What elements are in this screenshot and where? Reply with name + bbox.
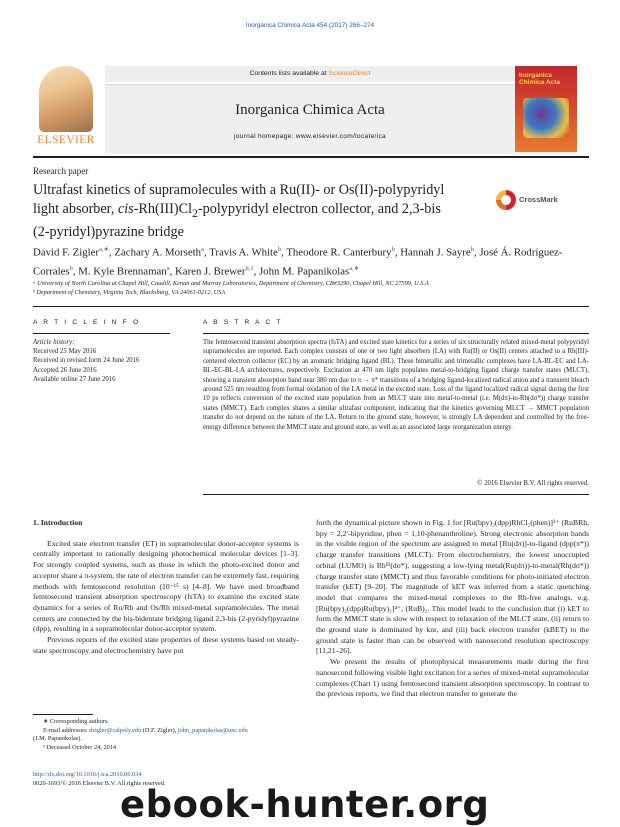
footnote-divider — [33, 714, 93, 715]
author-list: David F. Zigler$^{a,∗}$, Zachary A. Morseth$^a$, Travis A. White$^b$, Theodore R. Canterbury$^b$, Hannah J. Sayre$^b$, José Á. Rodríguez-Corrales$^b$, M. Kyle Brennaman$^a$, Karen J. Brewer$^{b,1}$, John M. Papanikolas$^{a,∗}$ — [33, 246, 563, 278]
author-affiliation-mark[interactable]: b,1 — [245, 264, 254, 272]
header-divider — [33, 156, 589, 159]
revised-date: Received in revised form 24 June 2016 — [33, 357, 140, 365]
accepted-date: Accepted 26 June 2016 — [33, 366, 97, 374]
author-affiliation-mark[interactable]: b — [391, 246, 395, 253]
corresponding-note: ∗ Corresponding authors. — [43, 718, 109, 725]
title-line-2-c: -polypyridyl electron collector, and 2,3-bis — [197, 201, 441, 217]
title-line-3: (2-pyridyl)pyrazine bridge — [33, 223, 184, 240]
author-affiliation-mark[interactable]: a — [166, 264, 170, 272]
footnotes — [33, 718, 303, 752]
email-prefix: E-mail addresses: — [43, 726, 90, 734]
contents-bar — [105, 66, 515, 82]
journal-masthead — [33, 66, 589, 154]
elsevier-tree-icon — [39, 66, 93, 132]
online-date: Available online 27 June 2016 — [33, 375, 116, 383]
cover-title: Inorganica Chimica Acta — [519, 72, 560, 86]
intro-paragraph-2: Previous reports of the excited state properties of these systems based on steady-state spectroscopy and electrochemistry have put — [33, 635, 299, 655]
author-affiliation-mark[interactable]: a — [201, 246, 204, 253]
issn-line: 0020-1693/© 2016 Elsevier B.V. All rights reserved. — [33, 779, 166, 787]
elsevier-logo[interactable] — [33, 66, 99, 152]
article-title — [33, 181, 493, 242]
author-affiliation-mark[interactable]: b — [277, 246, 282, 253]
author-name[interactable]: Zachary A. Morseth — [114, 246, 202, 259]
journal-homepage[interactable]: journal homepage: www.elsevier.com/locate/ica — [233, 133, 387, 140]
title-cis: cis — [117, 201, 134, 217]
abstract-heading: A B S T R A C T — [203, 319, 283, 326]
author-name[interactable]: Karen J. Brewer — [174, 265, 246, 278]
author-affiliation-mark[interactable]: a,∗ — [349, 264, 360, 272]
abstract-copyright: © 2016 Elsevier B.V. All rights reserved. — [477, 480, 589, 487]
email-link-zigler[interactable]: dzigler@calpoly.edu — [89, 726, 142, 734]
intro-paragraph-4: We present the results of photophysical measurements made during the first nanosecond following visible light excitation for a series of mixed-metal supramolecular complexes (Chart 1) using femtosecond transient absorption spectroscopy. In contrast to the previous reports, we find that electron transfer to generate the — [316, 657, 589, 699]
journal-name: Inorganica Chimica Acta — [235, 102, 385, 118]
title-line-1: Ultrafast kinetics of supramolecules with a Ru(II)- or Os(II)-polypyridyl — [33, 182, 445, 198]
affiliations — [33, 279, 589, 297]
author-name[interactable]: Theodore R. Canterbury — [286, 246, 392, 259]
affiliation-b: ᵇ Department of Chemistry, Virginia Tech, Blacksburg, VA 24061-0212, USA — [33, 289, 226, 296]
article-info-heading: A R T I C L E I N F O — [33, 319, 141, 326]
title-subscript: 2 — [192, 205, 198, 220]
intro-paragraph-3: forth the dynamical picture shown in Fig. 1 for [Ru(bpy)₂(dpp)RhCl₂(phen)]³⁺ (RuBRh, bpy = 2,2′-bipyridine, phen = 1,10-phenanthroline). Strong electronic absorption bands in the visible region of the spectrum are assigned to metal [Ru(dπ)]-to-ligand (dpp(π*)) charge transfer transitions (MLCT). From electrochemistry, the lowest unoccupied orbital (LUMO) is Rhᴵᴵᴵ(dσ*), suggesting a low-lying metal(Ru(dπ))-to-metal(Rh(dσ*)) charge transfer state (MMCT) and thus favorable conditions for photo-initiated electron transfer (kET) [9–20]. The magnitude of kET was inferred from a static quenching model that compares the mixed-metal complexes to the Rh-free analogs, e.g. [Ru(bpy)₂(dpp)Ru(bpy)₂]⁴⁺, (RuB)₂. This model leads to the conclusion that (i) kET to form the MMCT state is slow with respect to relaxation of the MLCT state, (ii) return to the ground state is dominated by knr, and (iii) back electron transfer (kBET) to the ground state is faster than can be observed with nanosecond resolution spectroscopy [11,21–26]. — [316, 518, 589, 656]
watermark: ebook-hunter.org — [120, 783, 490, 826]
author-affiliation-mark[interactable]: a,∗ — [99, 246, 109, 253]
author-name[interactable]: Hannah J. Sayre — [400, 246, 471, 259]
body-column-right — [316, 518, 589, 700]
email-who-papanikolas: (J.M. Papanikolas). — [33, 735, 82, 743]
contents-prefix: Contents lists available at — [249, 70, 329, 77]
title-line-2-a: light absorber, — [33, 201, 118, 217]
cover-art — [523, 98, 569, 138]
author-name[interactable]: M. Kyle Brennaman — [78, 265, 167, 278]
abstract-rule — [203, 333, 589, 334]
email-who-zigler: (D.F. Zigler), — [141, 726, 178, 734]
author-affiliation-mark[interactable]: b — [69, 264, 73, 272]
title-line-2 — [33, 200, 493, 223]
email-link-papanikolas[interactable]: john_papanikolas@unc.edu — [177, 726, 248, 734]
masthead-banner — [105, 66, 515, 152]
author-name[interactable]: José Á. Rodríguez-Corrales — [33, 246, 563, 278]
journal-box — [105, 84, 515, 154]
deceased-note: ¹ Deceased October 24, 2014 — [43, 743, 117, 751]
article-info-rule — [33, 333, 170, 334]
history-label: Article history: — [33, 339, 75, 346]
publisher-name: ELSEVIER — [37, 134, 95, 146]
received-date: Received 25 May 2016 — [33, 348, 97, 356]
article-type: Research paper — [33, 166, 89, 176]
affiliation-a: ᵃ University of North Carolina at Chapel Hill, Caudill, Kenan and Murray Laboratories, Department of Chemistry, CB#3290, Chapel Hill, NC 27599, U.S.A — [33, 280, 429, 287]
crossmark-button[interactable] — [496, 190, 576, 210]
doi-link[interactable]: http://dx.doi.org/10.1016/j.ica.2016.06.034 — [33, 771, 142, 778]
article-history — [33, 338, 170, 384]
journal-reference-link[interactable]: Inorganica Chimica Acta 454 (2017) 266–274 — [245, 22, 375, 29]
abstract-text: The femtosecond transient absorption spectra (fsTA) and excited state kinetics for a series of six structurally related mixed-metal polypyridyl supramolecules are reported. Each complex consists of one or two light absorbers (LA) with Ru(II) or Os(II) centers attached to a Rh(III)-centered electron collector (EC) by an aromatic bridging ligand (BL). These bimetallic and trimetallic complexes have LA-BL-EC and LA-BL-EC-BL-LA architectures, respectively. Excitation at 470 nm light populates metal-to-bridging ligand charge transfer states (MLCT), showing a transient absorption band near 380 nm due to π → π* transitions of a bridging ligand-localized radical anion and a transient bleach around 525 nm resulting from formal oxidation of the LA metal in the excited state. Loss of the ligand localized radical signal during the first 10 ps reflects conversion of the excited state population from an MLCT state into metal-to-metal (i.e. M(dπ)-to-Rh(dσ*)) charge transfer states (MMCT). Each complex shares a similar ultrafast component, indicating that the kinetics governing MLCT → MMCT population transfer do not depend on the nature of the LA. Return to the ground state, however, is strongly LA dependent and controlled by the free-energy difference between the MMCT state and ground state, as well as an associated large reorganization energy. — [203, 339, 589, 431]
email-note — [33, 727, 303, 736]
author-name[interactable]: John M. Papanikolas — [258, 265, 350, 278]
crossmark-label: CrossMark — [519, 195, 558, 204]
crossmark-icon — [496, 190, 516, 210]
affiliation-divider — [33, 306, 589, 307]
intro-paragraph-1: Excited state electron transfer (ET) in supramolecular donor-acceptor systems is centrally important to rationally designing photochemical molecular devices [1–3]. For strongly coupled systems, such as those in which the photo-excited donor and acceptor share a π-system, the rate of electron transfer can be extremely fast, requiring methods with femtosecond resolution (10⁻¹⁵ s) [4–8]. We have used broadband femtosecond transient absorption spectroscopy (fsTA) to examine the excited state dynamics for a series of Ru/Rh and Os/Rh mixed-metal supramolecules. The metal centers are connected by the bis-bidentate bridging ligand 2,3-bis (2-pyridyl)pyrazine (dpp), resulting in a supramolecular donor-acceptor system. — [33, 538, 299, 634]
abstract-bottom-rule — [203, 494, 589, 495]
body-column-left — [33, 518, 299, 656]
sciencedirect-link[interactable]: ScienceDirect — [328, 70, 371, 77]
journal-cover-image[interactable] — [515, 66, 577, 152]
author-name[interactable]: David F. Zigler — [33, 246, 100, 259]
author-affiliation-mark[interactable]: b — [470, 246, 474, 253]
author-name[interactable]: Travis A. White — [209, 246, 278, 259]
section-heading-introduction: 1. Introduction — [33, 518, 83, 527]
title-line-2-b: -Rh(III)Cl — [133, 201, 193, 217]
